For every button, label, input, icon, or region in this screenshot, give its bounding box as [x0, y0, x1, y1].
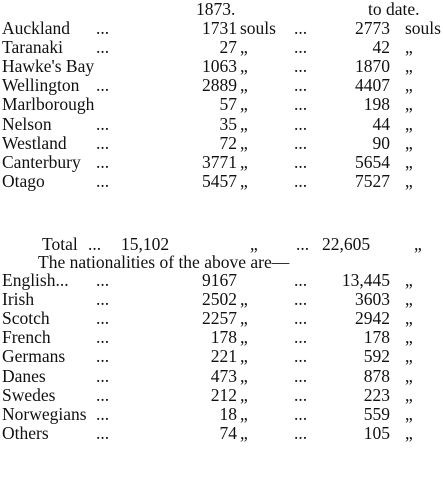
nationality-unit-1873: „ — [240, 403, 248, 424]
province-dots: ... — [96, 37, 110, 58]
province-unit-to-date: „ — [405, 113, 413, 134]
province-unit-1873: „ — [240, 132, 248, 153]
nationality-1873-value: 221 — [210, 346, 237, 367]
nationality-to-date-value: 105 — [363, 422, 390, 443]
nationalities-heading-row — [0, 253, 443, 271]
province-dots: ... — [96, 132, 110, 153]
nationality-dots: ... — [96, 346, 110, 367]
nationality-unit-1873: „ — [240, 422, 248, 443]
nationality-row — [0, 367, 443, 385]
nationality-unit-to-date: „ — [405, 289, 413, 310]
nationality-unit-to-date: „ — [405, 365, 413, 386]
nationality-unit-1873: „ — [240, 384, 248, 405]
province-1873-value: 1731 — [202, 18, 237, 38]
nationality-dots: ... — [96, 308, 110, 329]
province-dots: ... — [96, 75, 110, 96]
province-name: Wellington — [2, 75, 80, 96]
province-name: Otago — [2, 170, 45, 191]
province-row — [0, 76, 443, 94]
nationality-name: French — [2, 327, 51, 348]
nationality-name: Norwegians — [2, 403, 87, 424]
nationality-1873-value: 178 — [210, 327, 237, 348]
nationality-row — [0, 290, 443, 308]
province-dots-2: ... — [294, 151, 308, 172]
province-row — [0, 134, 443, 152]
province-1873-value: 27 — [219, 37, 237, 58]
total-dots: ... — [88, 234, 102, 254]
province-to-date-value: 1870 — [355, 56, 390, 77]
province-row — [0, 95, 443, 113]
to-date-header: to date. — [368, 0, 420, 19]
nationality-name: Germans — [2, 346, 66, 367]
province-unit-1873: „ — [240, 151, 248, 172]
nationality-dots: ... — [96, 327, 110, 348]
nationality-row — [0, 386, 443, 404]
province-to-date-value: 4407 — [355, 75, 390, 96]
nationality-unit-1873: „ — [240, 308, 248, 329]
nationality-unit-to-date: „ — [405, 327, 413, 348]
province-unit-to-date: „ — [405, 151, 413, 172]
total-to-date-value: 22,605 — [322, 234, 371, 254]
nationality-name: Swedes — [2, 384, 56, 405]
nationality-row — [0, 405, 443, 423]
nationality-dots: ... — [96, 384, 110, 405]
nationality-to-date-value: 223 — [363, 384, 390, 405]
province-row — [0, 57, 443, 75]
province-row — [0, 115, 443, 133]
province-unit-1873: „ — [240, 75, 248, 96]
year-header: 1873. — [196, 0, 236, 19]
nationality-1873-value: 2502 — [202, 289, 237, 310]
province-1873-value: 1063 — [202, 56, 237, 77]
province-1873-value: 35 — [219, 113, 237, 134]
province-unit-1873: „ — [240, 56, 248, 77]
province-dots: ... — [96, 151, 110, 172]
province-dots-2: ... — [294, 132, 308, 153]
nationality-1873-value: 212 — [210, 384, 237, 405]
nationality-dots-2: ... — [294, 289, 308, 310]
total-dots-2: ... — [296, 234, 310, 254]
nationality-to-date-value: 178 — [363, 327, 390, 348]
column-header-row — [0, 0, 443, 18]
total-unit-to-date: „ — [414, 234, 422, 254]
province-to-date-value: 7527 — [355, 170, 390, 191]
nationality-row — [0, 424, 443, 442]
nationalities-heading: The nationalities of the above are— — [38, 252, 290, 272]
nationality-1873-value: 473 — [210, 365, 237, 386]
province-name: Marlborough — [2, 94, 95, 115]
province-name: Nelson — [2, 113, 52, 134]
province-dots-2: ... — [294, 113, 308, 134]
province-name: Taranaki — [2, 37, 63, 58]
nationality-to-date-value: 592 — [363, 346, 390, 367]
nationality-unit-to-date: „ — [405, 422, 413, 443]
province-to-date-value: 5654 — [355, 151, 390, 172]
nationality-unit-1873: „ — [240, 327, 248, 348]
nationality-to-date-value: 878 — [363, 365, 390, 386]
nationality-name: Irish — [2, 289, 35, 310]
nationality-to-date-value: 559 — [363, 403, 390, 424]
nationality-dots-2: ... — [294, 308, 308, 329]
nationality-to-date-value: 2942 — [355, 308, 390, 329]
province-unit-1873: „ — [240, 113, 248, 134]
province-dots: ... — [96, 113, 110, 134]
nationality-unit-1873: „ — [240, 365, 248, 386]
nationality-dots: ... — [96, 289, 110, 310]
nationality-1873-value: 18 — [219, 403, 237, 424]
province-unit-1873: souls — [240, 18, 276, 38]
nationality-1873-value: 74 — [219, 422, 237, 443]
nationality-dots-2: ... — [294, 422, 308, 443]
nationality-unit-to-date: „ — [405, 270, 413, 290]
nationality-dots-2: ... — [294, 270, 308, 290]
province-unit-to-date: „ — [405, 56, 413, 77]
nationality-dots: ... — [96, 422, 110, 443]
province-name: Auckland — [2, 18, 71, 38]
province-unit-to-date: „ — [405, 37, 413, 58]
province-unit-to-date: „ — [405, 75, 413, 96]
province-row — [0, 19, 443, 37]
province-to-date-value: 198 — [363, 94, 390, 115]
nationality-name: Others — [2, 422, 49, 443]
province-1873-value: 57 — [219, 94, 237, 115]
nationality-unit-to-date: „ — [405, 384, 413, 405]
province-1873-value: 5457 — [202, 170, 237, 191]
province-dots-2: ... — [294, 56, 308, 77]
province-to-date-value: 90 — [372, 132, 390, 153]
province-unit-1873: „ — [240, 94, 248, 115]
nationality-row — [0, 328, 443, 346]
nationality-unit-1873: „ — [240, 346, 248, 367]
total-1873-value: 15,102 — [121, 234, 170, 254]
province-dots-2: ... — [294, 94, 308, 115]
province-1873-value: 2889 — [202, 75, 237, 96]
nationality-dots-2: ... — [294, 384, 308, 405]
nationality-unit-to-date: „ — [405, 403, 413, 424]
nationality-name: English... — [2, 270, 69, 290]
province-row — [0, 38, 443, 56]
province-dots: ... — [96, 18, 110, 38]
province-row — [0, 172, 443, 190]
province-unit-1873: „ — [240, 37, 248, 58]
province-to-date-value: 42 — [372, 37, 390, 58]
nationality-name: Scotch — [2, 308, 50, 329]
province-1873-value: 3771 — [202, 151, 237, 172]
province-dots-2: ... — [294, 170, 308, 191]
nationality-dots: ... — [96, 270, 110, 290]
total-unit-1873: „ — [250, 234, 258, 254]
nationality-row — [0, 271, 443, 289]
nationality-dots-2: ... — [294, 327, 308, 348]
nationality-dots-2: ... — [294, 365, 308, 386]
province-unit-to-date: „ — [405, 94, 413, 115]
total-label: Total — [42, 234, 78, 254]
province-unit-to-date: „ — [405, 132, 413, 153]
nationality-unit-to-date: „ — [405, 346, 413, 367]
province-1873-value: 72 — [219, 132, 237, 153]
nationality-to-date-value: 3603 — [355, 289, 390, 310]
province-dots-2: ... — [294, 75, 308, 96]
nationality-dots-2: ... — [294, 403, 308, 424]
total-row — [0, 235, 443, 253]
province-dots: ... — [96, 170, 110, 191]
nationality-row — [0, 347, 443, 365]
nationality-unit-to-date: „ — [405, 308, 413, 329]
province-unit-to-date: souls — [405, 18, 441, 38]
province-name: Westland — [2, 132, 67, 153]
province-unit-to-date: „ — [405, 170, 413, 191]
nationality-row — [0, 309, 443, 327]
nationality-unit-1873: „ — [240, 289, 248, 310]
province-row — [0, 153, 443, 171]
nationality-1873-value: 2257 — [202, 308, 237, 329]
nationality-to-date-value: 13,445 — [341, 270, 390, 290]
province-dots-2: ... — [294, 18, 308, 38]
province-unit-1873: „ — [240, 170, 248, 191]
nationality-1873-value: 9167 — [202, 270, 237, 290]
province-to-date-value: 2773 — [355, 18, 390, 38]
nationality-dots: ... — [96, 403, 110, 424]
nationality-dots: ... — [96, 365, 110, 386]
province-name: Hawke's Bay — [2, 56, 95, 77]
province-name: Canterbury — [2, 151, 81, 172]
province-to-date-value: 44 — [372, 113, 390, 134]
province-dots-2: ... — [294, 37, 308, 58]
nationality-dots-2: ... — [294, 346, 308, 367]
nationality-name: Danes — [2, 365, 46, 386]
